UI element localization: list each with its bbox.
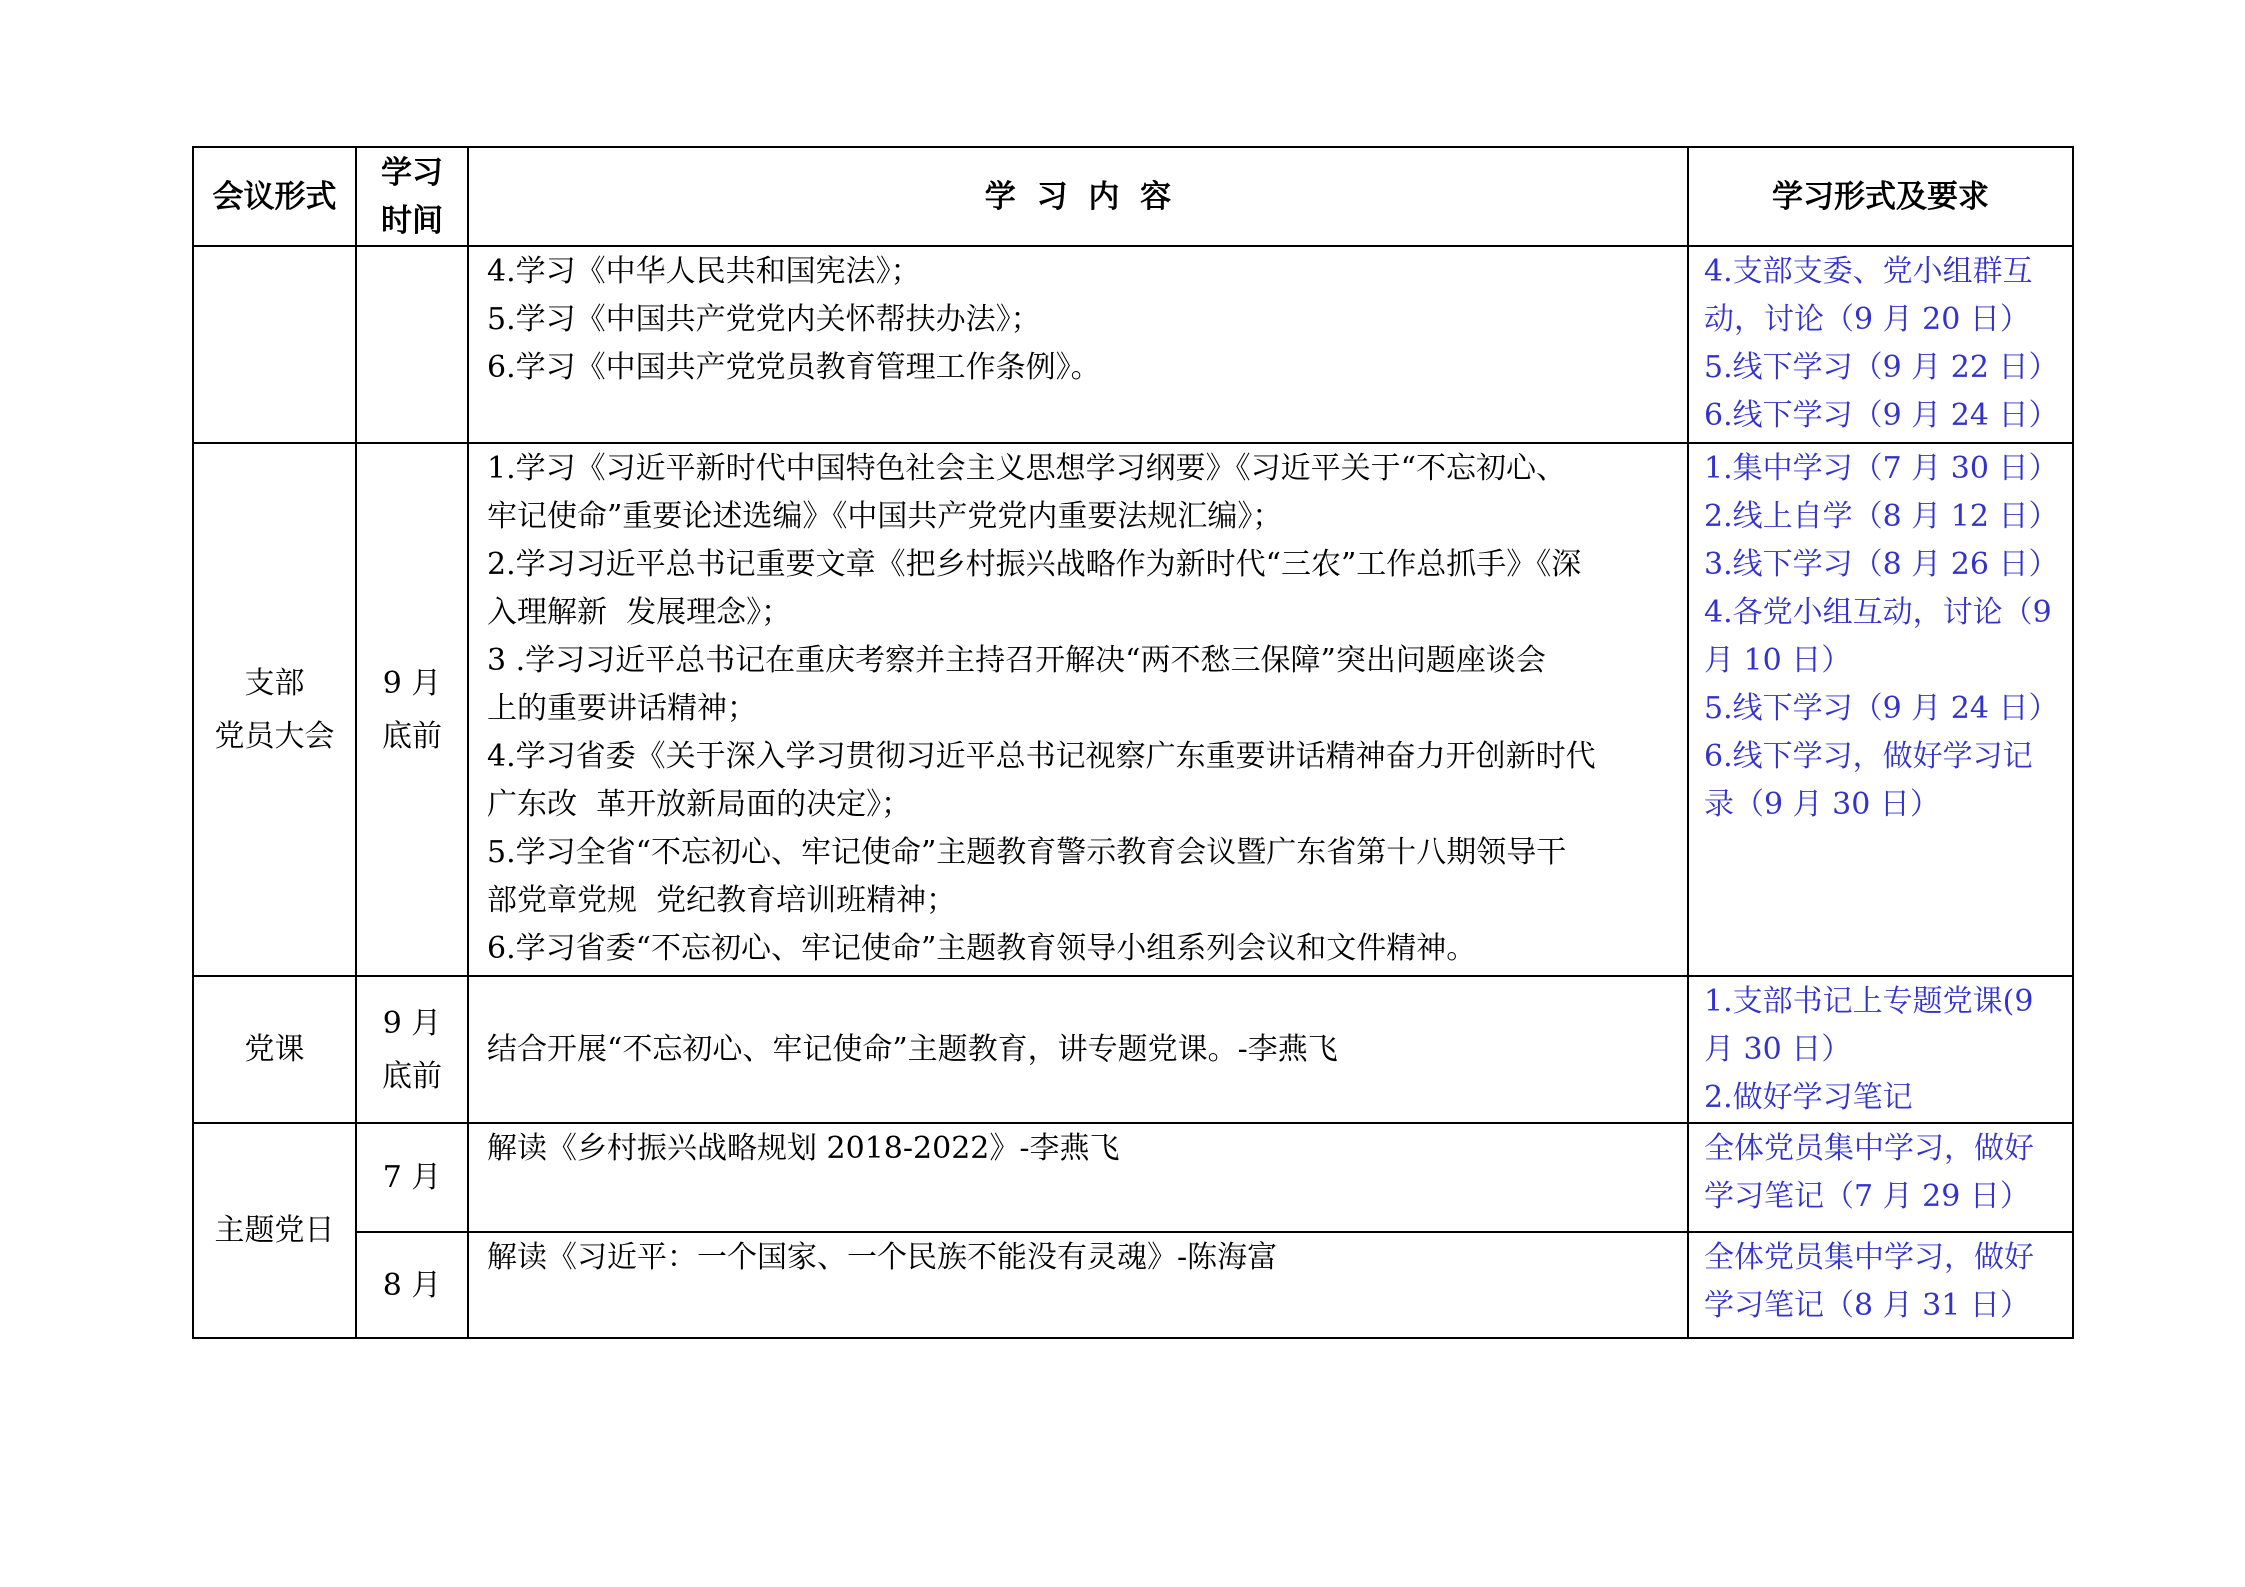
format-line: 5.线下学习（9 月 24 日） <box>1704 691 2059 726</box>
header-format-label: 学习形式及要求 <box>1772 178 1989 215</box>
content-cell <box>468 976 1688 1123</box>
content-cell <box>468 443 1688 976</box>
format-line: 月 10 日） <box>1704 643 1852 678</box>
content-line: 4.学习《中华人民共和国宪法》； <box>487 254 921 289</box>
content-line: 解读《习近平：一个国家、一个民族不能没有灵魂》-陈海富 <box>487 1240 1278 1275</box>
study-time-cell <box>356 246 468 443</box>
format-line: 6.线下学习，做好学习记 <box>1704 739 2033 774</box>
study-time-line: 9 月 <box>382 1005 442 1041</box>
format-line: 动，讨论（9 月 20 日） <box>1704 302 2030 337</box>
table-row <box>193 443 2073 976</box>
meeting-type-cell <box>193 976 356 1123</box>
header-study-time-line: 学习 <box>381 154 443 191</box>
content-cell <box>468 1232 1688 1338</box>
meeting-type-line: 支部 <box>244 665 305 701</box>
header-meeting-type-label: 会议形式 <box>212 178 337 215</box>
meeting-type-cell <box>193 1123 356 1338</box>
format-cell <box>1688 1123 2073 1232</box>
header-content-label: 学 习 内 容 <box>984 178 1172 215</box>
content-line: 部党章党规 党纪教育培训班精神； <box>487 883 957 918</box>
format-cell <box>1688 443 2073 976</box>
header-row <box>193 147 2073 246</box>
format-line: 月 30 日） <box>1704 1032 1852 1067</box>
format-line: 学习笔记（8 月 31 日） <box>1704 1288 2030 1323</box>
meeting-type-cell <box>193 246 356 443</box>
content-line: 牢记使命”重要论述选编》《中国共产党党内重要法规汇编》； <box>487 499 1283 534</box>
study-time-line: 8 月 <box>382 1267 442 1303</box>
study-time-line: 7 月 <box>382 1160 442 1195</box>
format-line: 录（9 月 30 日） <box>1704 787 1940 822</box>
format-line: 学习笔记（7 月 29 日） <box>1704 1179 2030 1214</box>
table-row <box>193 1232 2073 1338</box>
format-line: 4.支部支委、党小组群互 <box>1704 254 2033 289</box>
table-row <box>193 246 2073 443</box>
study-time-line: 9 月 <box>382 665 442 701</box>
format-cell <box>1688 976 2073 1123</box>
content-cell <box>468 1123 1688 1232</box>
format-line: 3.线下学习（8 月 26 日） <box>1704 547 2059 582</box>
study-time-line: 底前 <box>382 718 442 754</box>
content-line: 5.学习全省“不忘初心、牢记使命”主题教育警示教育会议暨广东省第十八期领导干 <box>487 835 1567 870</box>
content-line: 3 .学习习近平总书记在重庆考察并主持召开解决“两不愁三保障”突出问题座谈会 <box>487 643 1546 678</box>
table-row <box>193 976 2073 1123</box>
format-line: 1.支部书记上专题党课(9 <box>1704 984 2034 1019</box>
study-time-line: 底前 <box>382 1058 442 1094</box>
header-study-time-line: 时间 <box>381 202 443 239</box>
format-line: 1.集中学习（7 月 30 日） <box>1704 451 2059 486</box>
study-time-cell <box>356 1123 468 1232</box>
content-line: 广东改 革开放新局面的决定》； <box>487 787 912 822</box>
content-line: 入理解新 发展理念》； <box>487 595 792 630</box>
format-line: 2.线上自学（8 月 12 日） <box>1704 499 2059 534</box>
content-line: 结合开展“不忘初心、牢记使命”主题教育，讲专题党课。-李燕飞 <box>487 1031 1338 1067</box>
format-line: 2.做好学习笔记 <box>1704 1080 1913 1115</box>
format-line: 4.各党小组互动，讨论（9 <box>1704 595 2052 630</box>
content-line: 6.学习《中国共产党党员教育管理工作条例》。 <box>487 350 1101 385</box>
header-content <box>468 147 1688 246</box>
header-study-time <box>356 147 468 246</box>
study-plan-table <box>192 146 2074 1339</box>
format-cell <box>1688 1232 2073 1338</box>
content-cell <box>468 246 1688 443</box>
study-time-cell <box>356 1232 468 1338</box>
format-line: 全体党员集中学习，做好 <box>1704 1131 2034 1166</box>
format-line: 全体党员集中学习，做好 <box>1704 1240 2034 1275</box>
content-line: 1.学习《习近平新时代中国特色社会主义思想学习纲要》《习近平关于“不忘初心、 <box>487 451 1566 486</box>
header-format <box>1688 147 2073 246</box>
format-cell <box>1688 246 2073 443</box>
meeting-type-line: 党员大会 <box>214 718 335 754</box>
content-line: 解读《乡村振兴战略规划 2018-2022》-李燕飞 <box>487 1131 1120 1166</box>
format-line: 5.线下学习（9 月 22 日） <box>1704 350 2059 385</box>
format-line: 6.线下学习（9 月 24 日） <box>1704 398 2059 433</box>
content-line: 4.学习省委《关于深入学习贯彻习近平总书记视察广东重要讲话精神奋力开创新时代 <box>487 739 1596 774</box>
content-line: 2.学习习近平总书记重要文章《把乡村振兴战略作为新时代“三农”工作总抓手》《深 <box>487 547 1582 582</box>
table-row <box>193 1123 2073 1232</box>
meeting-type-cell <box>193 443 356 976</box>
header-meeting-type <box>193 147 356 246</box>
content-line: 5.学习《中国共产党党内关怀帮扶办法》； <box>487 302 1041 337</box>
content-line: 6.学习省委“不忘初心、牢记使命”主题教育领导小组系列会议和文件精神。 <box>487 931 1477 966</box>
study-time-cell <box>356 443 468 976</box>
study-time-cell <box>356 976 468 1123</box>
meeting-type-line: 党课 <box>244 1032 305 1067</box>
document-page <box>192 146 2074 1339</box>
meeting-type-line: 主题党日 <box>214 1213 335 1248</box>
content-line: 上的重要讲话精神； <box>487 691 757 726</box>
